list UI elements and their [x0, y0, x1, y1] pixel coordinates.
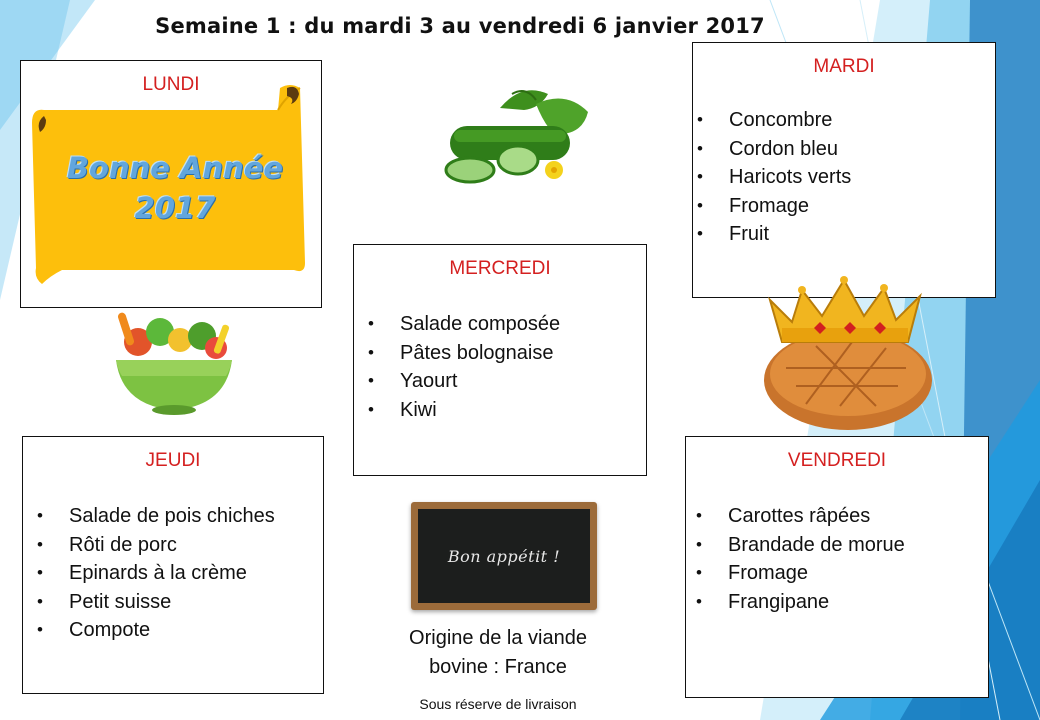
menu-item: • Kiwi	[368, 396, 646, 425]
menu-item: • Brandade de morue	[696, 531, 988, 560]
banner-line-2: 2017	[134, 191, 216, 225]
menu-item: • Frangipane	[696, 588, 988, 617]
menu-list-vendredi	[686, 502, 988, 616]
menu-item: • Fruit	[697, 220, 995, 249]
day-box-mercredi	[353, 244, 647, 476]
day-label-jeudi: JEUDI	[145, 450, 201, 471]
day-label-mercredi: MERCREDI	[449, 258, 551, 279]
menu-item: • Epinards à la crème	[37, 559, 323, 588]
cucumber-illustration-icon	[440, 86, 600, 192]
page-title: Semaine 1 : du mardi 3 au vendredi 6 janvier 2017	[155, 14, 765, 38]
menu-item: • Salade composée	[368, 310, 646, 339]
menu-item: • Petit suisse	[37, 588, 323, 617]
menu-item: • Concombre	[697, 106, 995, 135]
menu-item: • Fromage	[696, 559, 988, 588]
meat-origin-note	[350, 624, 646, 682]
menu-item: • Yaourt	[368, 367, 646, 396]
chalkboard-surface	[418, 509, 590, 603]
origin-line-1: Origine de la viande	[409, 627, 587, 649]
banner-line-1: Bonne Année	[66, 151, 284, 185]
menu-item: • Fromage	[697, 192, 995, 221]
menu-item: • Pâtes bolognaise	[368, 339, 646, 368]
menu-item: • Carottes râpées	[696, 502, 988, 531]
menu-list-jeudi	[23, 502, 323, 645]
footer-note: Sous réserve de livraison	[419, 696, 577, 712]
menu-item: • Rôti de porc	[37, 531, 323, 560]
menu-item: • Compote	[37, 616, 323, 645]
day-box-jeudi	[22, 436, 324, 694]
menu-item: • Cordon bleu	[697, 135, 995, 164]
day-box-vendredi	[685, 436, 989, 698]
day-label-lundi: LUNDI	[142, 74, 200, 95]
galette-crown-illustration-icon	[756, 276, 940, 436]
day-box-mardi	[692, 42, 996, 298]
day-label-mardi: MARDI	[813, 56, 875, 77]
menu-item: • Haricots verts	[697, 163, 995, 192]
day-label-vendredi: VENDREDI	[787, 450, 887, 471]
banner-greeting	[40, 148, 310, 228]
salad-bowl-illustration-icon	[108, 306, 240, 418]
chalkboard-text: Bon appétit !	[447, 546, 561, 566]
menu-list-mercredi	[354, 310, 646, 424]
origin-line-2: bovine : France	[429, 656, 567, 678]
menu-list-mardi	[693, 106, 995, 249]
chalkboard-illustration	[411, 502, 597, 610]
menu-item: • Salade de pois chiches	[37, 502, 323, 531]
